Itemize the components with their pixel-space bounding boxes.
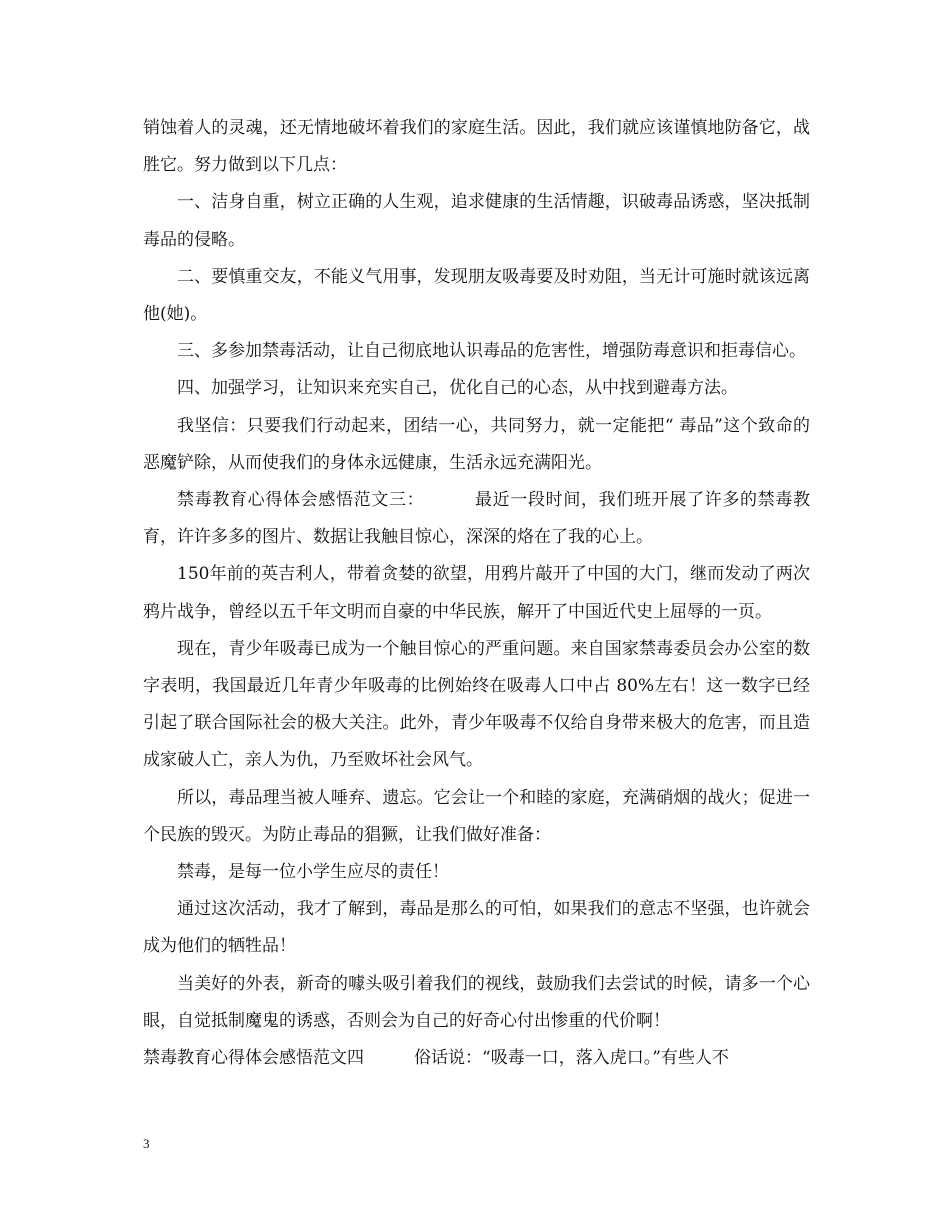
- paragraph: 禁毒教育心得体会感悟范文四 俗话说：“吸毒一口，落入虎口。”有些人不: [143, 1048, 729, 1069]
- paragraph: 禁毒，是每一位小学生应尽的责任！: [177, 862, 449, 883]
- paragraph: 二、要慎重交友，不能义气用事，发现朋友吸毒要及时劝阻，当无计可施时就该远离他(她)。: [143, 266, 810, 325]
- section-heading: 禁毒教育心得体会感悟范文四: [143, 1048, 364, 1069]
- paragraph: 禁毒教育心得体会感悟范文三： 最近一段时间，我们班开展了许多的禁毒教育，许许多多的图片、数据让我触目惊心，深深的烙在了我的心上。: [143, 490, 811, 548]
- paragraph: 销蚀着人的灵魂，还无情地破坏着我们的家庭生活。因此，我们就应该谨慎地防备它，战胜它。努力做到以下几点：: [143, 118, 810, 176]
- section-heading: 禁毒教育心得体会感悟范文三：: [177, 490, 425, 511]
- paragraph: 150年前的英吉利人，带着贪婪的欲望，用鸦片敲开了中国的大门，继而发动了两次鸦片战争，曾经以五千年文明而自豪的中华民族，解开了中国近代史上屈辱的一页。: [143, 564, 810, 622]
- paragraph: 现在，青少年吸毒已成为一个触目惊心的严重问题。来自国家禁毒委员会办公室的数字表明，我国最近几年青少年吸毒的比例始终在吸毒人口中占 80%左右！这一数字已经引起了联合国际社会的极大关注。此外，青少年吸毒不仅给自身带来极大的危害，而且造成家破人亡，亲人为仇，乃至败坏社会风气。: [143, 638, 810, 771]
- paragraph: 通过这次活动，我才了解到，毒品是那么的可怕，如果我们的意志不坚强，也许就会成为他们的牺牲品！: [143, 899, 810, 957]
- paragraph: 一、洁身自重，树立正确的人生观，追求健康的生活情趣，识破毒品诱惑，坚决抵制毒品的侵略。: [143, 192, 810, 250]
- paragraph: 三、多参加禁毒活动，让自己彻底地认识毒品的危害性，增强防毒意识和拒毒信心。: [177, 341, 806, 362]
- page-number: 3: [143, 1136, 150, 1151]
- paragraph: 所以，毒品理当被人唾弃、遗忘。它会让一个和睦的家庭，充满硝烟的战火；促进一个民族的毁灭。为防止毒品的猖獗，让我们做好准备：: [143, 787, 810, 845]
- paragraph: 我坚信：只要我们行动起来，团结一心，共同努力，就一定能把“ 毒品”这个致命的恶魔铲除，从而使我们的身体永远健康，生活永远充满阳光。: [143, 415, 810, 473]
- paragraph: 当美好的外表，新奇的噱头吸引着我们的视线，鼓励我们去尝试的时候，请多一个心眼，自觉抵制魔鬼的诱惑，否则会为自己的好奇心付出惨重的代价啊！: [143, 973, 810, 1031]
- document-body: [143, 110, 810, 1077]
- paragraph: 四、加强学习，让知识来充实自己，优化自己的心态，从中找到避毒方法。: [177, 378, 738, 399]
